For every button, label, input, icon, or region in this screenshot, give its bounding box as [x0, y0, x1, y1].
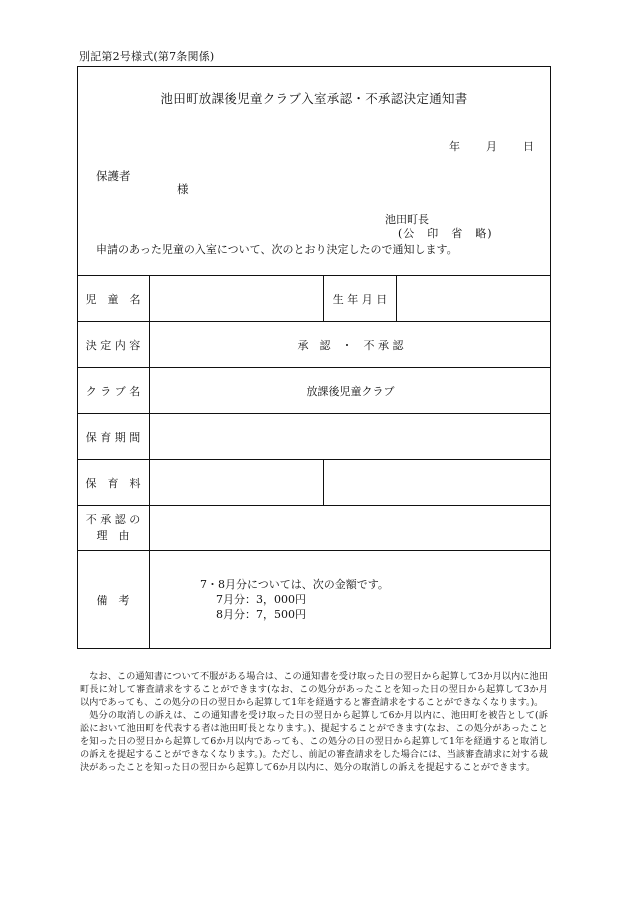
mayor-label: 池田町長	[385, 213, 429, 226]
care-period-value	[150, 414, 552, 460]
decision-label: 決 定 内 容	[77, 322, 150, 368]
remarks-line: 8月分：7，500円	[216, 608, 306, 622]
club-name-label: ク ラ ブ 名	[77, 368, 150, 414]
care-period-label: 保 育 期 間	[77, 414, 150, 460]
remarks-line: 7・8月分については、次の金額です。	[200, 578, 389, 592]
rejection-reason-label-line2: 理 由	[96, 529, 130, 542]
rejection-reason-value	[150, 506, 552, 551]
table-row	[77, 551, 551, 649]
appeal-paragraph: なお、この通知書について不服がある場合は、この通知書を受け取った日の翌日から起算して3か月以内に池田町長に対して審査請求をすることができます(なお、この処分があったことを知った日の翌日から起算して3か月以内であっても、この処分の日の翌日から起算して1年を経過すると審査請求をすることができなくなります。)。	[80, 671, 548, 708]
notice-text: 申請のあった児童の入室について、次のとおり決定したので通知します。	[96, 243, 458, 256]
table-row	[77, 276, 551, 322]
seal-omitted-text: (公 印 省 略)	[398, 227, 493, 240]
care-fee-value	[150, 460, 324, 506]
honorific-sama: 様	[177, 182, 189, 196]
table-row	[77, 414, 551, 460]
care-fee-label: 保 育 料	[77, 460, 150, 506]
table-row	[77, 368, 551, 414]
child-name-label: 児 童 名	[77, 276, 150, 322]
date-day: 日	[523, 140, 534, 153]
remarks-line: 7月分：3，000円	[216, 593, 306, 607]
table-row	[77, 460, 551, 506]
birth-date-value	[397, 276, 552, 322]
appeal-notice	[80, 670, 548, 774]
decision-table	[77, 275, 551, 649]
date-month: 月	[486, 140, 497, 153]
table-row	[77, 322, 551, 368]
remarks-label: 備 考	[77, 551, 150, 649]
form-number-label: 別記第2号様式(第7条関係)	[79, 50, 215, 63]
guardian-label: 保護者	[96, 169, 131, 183]
decision-value: 承 認 ・ 不 承 認	[150, 322, 552, 368]
rejection-reason-label	[77, 506, 150, 551]
notice-form	[77, 66, 551, 649]
child-name-value	[150, 276, 324, 322]
care-fee-extra	[324, 460, 552, 506]
date-year: 年	[449, 140, 460, 153]
lawsuit-paragraph: 処分の取消しの訴えは、この通知書を受け取った日の翌日から起算して6か月以内に、池田町を被告として(訴訟において池田町を代表する者は池田町長となります。)、提起することができます(なお、この処分があったことを知った日の翌日から起算して6か月以内であっても、この処分の日の翌日から起算して1年を経過すると取消しの訴えを提起することができなくなります。)。ただし、前記の審査請求をした場合には、当該審査請求に対する裁決があったことを知った日の翌日から起算して6か月以内に、処分の取消しの訴えを提起することができます。	[80, 710, 548, 773]
club-name-value: 放課後児童クラブ	[150, 368, 552, 414]
rejection-reason-label-line1: 不 承 認 の	[85, 513, 141, 526]
remarks-value	[150, 551, 552, 649]
table-row	[77, 506, 551, 551]
issue-date	[449, 138, 534, 154]
birth-date-label: 生 年 月 日	[324, 276, 397, 322]
document-title: 池田町放課後児童クラブ入室承認・不承認決定通知書	[160, 91, 468, 106]
